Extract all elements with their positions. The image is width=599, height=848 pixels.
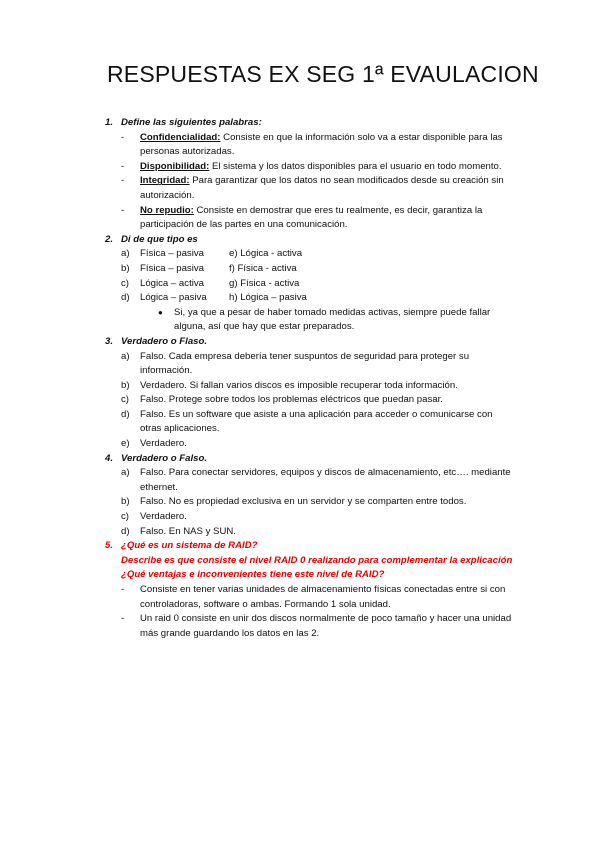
item-marker: d) bbox=[121, 292, 130, 304]
question-number: 4. bbox=[105, 452, 114, 464]
question-number: 2. bbox=[105, 233, 114, 245]
definition-term: No repudio: bbox=[140, 204, 194, 216]
question-3 bbox=[0, 335, 599, 350]
definition-text: Consiste en que la información solo va a estar disponible para las personas autorizadas. bbox=[140, 131, 503, 158]
answer-text: Falso. En NAS y SUN. bbox=[140, 525, 236, 537]
dash-marker: - bbox=[121, 613, 125, 625]
definition-term: Integridad: bbox=[140, 175, 190, 187]
answer-right: g) Física - activa bbox=[229, 277, 300, 289]
answer-text: Verdadero. bbox=[140, 511, 187, 523]
item-marker: c) bbox=[121, 511, 129, 523]
answer-left: Lógica – activa bbox=[140, 277, 204, 289]
item-marker: a) bbox=[121, 467, 130, 479]
answer-item bbox=[0, 393, 599, 408]
answer-text: Consiste en tener varias unidades de almacenamiento físicas conectadas entre si con controladoras, software o ambas. Formando 1 sola unidad. bbox=[140, 584, 506, 610]
question-line: ¿Qué ventajas e inconvenientes tiene este nivel de RAID? bbox=[121, 569, 385, 581]
bullet-text: Si, ya que a pesar de haber tomado medidas activas, siempre puede fallar alguna, así que hay que estar preparados. bbox=[174, 306, 491, 333]
definition-text: Consiste en demostrar que eres tu realmente, es decir, garantiza la participación de las partes en una comunicación. bbox=[140, 204, 483, 231]
answer-item bbox=[0, 408, 599, 437]
answer-left: Lógica – pasiva bbox=[140, 292, 207, 304]
item-marker: e) bbox=[121, 438, 130, 450]
answer-right: h) Lógica – pasiva bbox=[229, 292, 307, 304]
dash-marker: - bbox=[121, 131, 125, 143]
item-marker: a) bbox=[121, 350, 130, 362]
dash-marker: - bbox=[121, 175, 125, 187]
answer-text: Falso. Para conectar servidores, equipos y discos de almacenamiento, etc…. mediante ethernet. bbox=[140, 467, 511, 493]
answer-right: e) Lógica - activa bbox=[229, 248, 303, 260]
answer-row bbox=[0, 247, 599, 262]
answer-item bbox=[0, 437, 599, 452]
question-title: Di de que tipo es bbox=[121, 233, 198, 245]
definition-item bbox=[0, 160, 599, 175]
question-2 bbox=[0, 233, 599, 248]
answer-item bbox=[0, 525, 599, 540]
definition-item bbox=[0, 204, 599, 233]
answer-row bbox=[0, 291, 599, 306]
item-marker: d) bbox=[121, 408, 130, 420]
item-marker: b) bbox=[121, 496, 130, 508]
question-5 bbox=[0, 539, 599, 583]
answer-text: Verdadero. bbox=[140, 438, 187, 450]
answer-item bbox=[0, 510, 599, 525]
item-marker: a) bbox=[121, 248, 130, 260]
page-title: RESPUESTAS EX SEG 1ª EVAULACION bbox=[107, 61, 539, 87]
question-line: ¿Qué es un sistema de RAID? bbox=[121, 540, 258, 552]
question-number: 5. bbox=[105, 540, 114, 552]
definition-text: El sistema y los datos disponibles para el usuario en todo momento. bbox=[209, 160, 502, 172]
answer-right: f) Física - activa bbox=[229, 262, 297, 274]
definition-term: Confidencialidad: bbox=[140, 131, 221, 143]
answer-left: Física – pasiva bbox=[140, 262, 204, 274]
item-marker: d) bbox=[121, 525, 130, 537]
answer-item bbox=[0, 495, 599, 510]
answer-item bbox=[0, 350, 599, 379]
item-marker: c) bbox=[121, 394, 129, 406]
bullet-item bbox=[0, 306, 599, 335]
question-title: Verdadero o Flaso. bbox=[121, 335, 208, 347]
dash-marker: - bbox=[121, 204, 125, 216]
question-1 bbox=[0, 116, 599, 131]
definition-text: Para garantizar que los datos no sean modificados desde su creación sin autorización. bbox=[140, 175, 504, 201]
item-marker: b) bbox=[121, 262, 130, 274]
definition-item bbox=[0, 131, 599, 160]
answer-item bbox=[0, 466, 599, 495]
answer-text: Falso. No es propiedad exclusiva en un servidor y se comparten entre todos. bbox=[140, 496, 467, 508]
question-number: 1. bbox=[105, 117, 114, 128]
answer-text: Verdadero. Si fallan varios discos es imposible recuperar toda información. bbox=[140, 379, 458, 391]
definition-term: Disponibilidad: bbox=[140, 160, 210, 172]
document-body bbox=[0, 116, 599, 641]
answer-item bbox=[0, 612, 599, 641]
answer-row bbox=[0, 262, 599, 277]
answer-left: Física – pasiva bbox=[140, 248, 204, 260]
question-title: Define las siguientes palabras: bbox=[121, 117, 262, 128]
item-marker: b) bbox=[121, 379, 130, 391]
answer-text: Falso. Protege sobre todos los problemas eléctricos que puedan pasar. bbox=[140, 394, 443, 406]
question-4 bbox=[0, 452, 599, 467]
question-number: 3. bbox=[105, 335, 114, 347]
question-title: Verdadero o Falso. bbox=[121, 452, 208, 464]
answer-text: Falso. Es un software que asiste a una aplicación para acceder o comunicarse con otras aplicaciones. bbox=[140, 408, 493, 435]
answer-text: Falso. Cada empresa debería tener suspuntos de seguridad para proteger su información. bbox=[140, 350, 470, 377]
dash-marker: - bbox=[121, 584, 125, 595]
answer-text: Un raid 0 consiste en unir dos discos normalmente de poco tamaño y hacer una unidad más grande guardando los datos en las 2. bbox=[140, 613, 512, 639]
bullet-icon: ● bbox=[158, 307, 163, 317]
question-line: Describe es que consiste el nivel RAID 0 realizando para complementar la explicación bbox=[121, 554, 513, 566]
answer-item bbox=[0, 583, 599, 612]
answer-item bbox=[0, 379, 599, 394]
item-marker: c) bbox=[121, 277, 129, 289]
answer-row bbox=[0, 277, 599, 292]
dash-marker: - bbox=[121, 160, 125, 172]
definition-item bbox=[0, 174, 599, 203]
